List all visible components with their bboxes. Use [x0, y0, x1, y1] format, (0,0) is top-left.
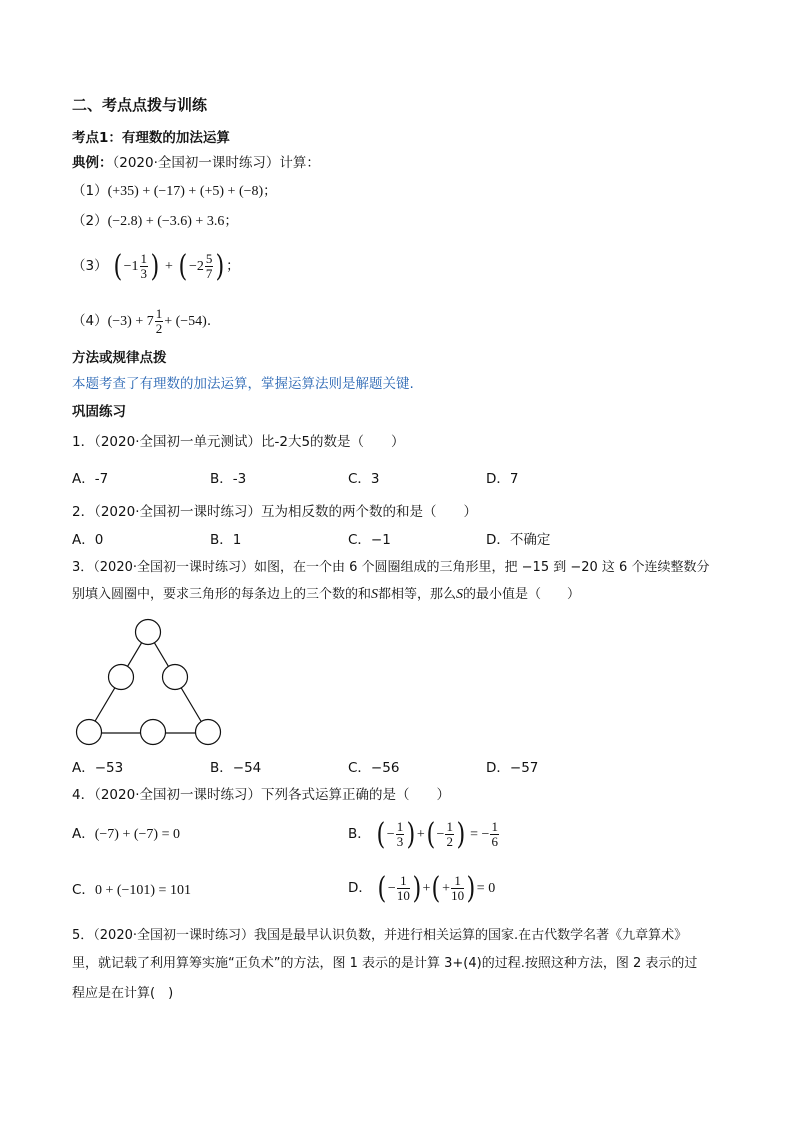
circle-mid-left	[109, 665, 134, 690]
fraction: $\frac{1}{3}$	[140, 251, 148, 281]
fraction: $\frac{1}{3}$	[396, 819, 404, 849]
question-5-line3: 程应是在计算( )	[72, 986, 174, 1001]
example-item-4	[72, 303, 211, 340]
q3-option-b: B．−54	[210, 760, 262, 776]
stem-text: 别填入圆圈中，要求三角形的每条边上的三个数的和	[72, 587, 372, 602]
circle-top	[136, 620, 161, 645]
q2-option-c: C．−1	[348, 532, 391, 548]
variable-s: S	[456, 587, 464, 602]
plus-sign: +	[165, 259, 173, 274]
stem-text: 都相等，那么	[378, 587, 457, 602]
topic-title: 考点1：有理数的加法运算	[72, 130, 230, 146]
q3-option-c: C．−56	[348, 760, 400, 776]
section-title: 二、考点点拨与训练	[72, 96, 208, 114]
method-title: 方法或规律点拨	[72, 350, 167, 366]
q4-option-a	[72, 824, 180, 845]
option-label: B．	[348, 826, 371, 842]
mixed-whole: −1	[123, 259, 139, 274]
question-3-stem-line1: 3．（2020·全国初一课时练习）如图，在一个由 6 个圆圈组成的三角形里，把 −15 到 −20 这 6 个连续整数分	[72, 560, 710, 575]
item-expression: (+35) + (−17) + (+5) + (−8)	[107, 184, 264, 199]
item-end: .	[206, 313, 212, 329]
fraction: $\frac{1}{10}$	[396, 873, 410, 903]
q1-option-c: C．3	[348, 471, 380, 487]
q2-option-a: A．0	[72, 532, 104, 548]
circle-triangle-figure	[72, 614, 232, 754]
method-text: 本题考查了有理数的加法运算，掌握运算法则是解题关键.	[72, 376, 414, 392]
example-item-1	[72, 181, 277, 202]
mixed-whole: −2	[188, 259, 204, 274]
question-5-line1: 5．（2020·全国初一课时练习）我国是最早认识负数，并进行相关运算的国家.在古代数学名著《九章算术》	[72, 928, 688, 943]
item-end: ；	[263, 183, 277, 199]
fraction: $\frac{1}{10}$	[451, 873, 465, 903]
q4-option-c	[72, 880, 191, 901]
q2-option-d: D．不确定	[486, 532, 551, 548]
q1-option-d: D．7	[486, 471, 519, 487]
example-item-3: （3） (−1 $\frac{1}{3}$ ) + (−2 $\frac{5}{7}$ )；	[72, 248, 240, 284]
question-3-stem-line2	[72, 585, 580, 605]
example-label: 典例：	[72, 155, 113, 171]
stem-text: 的最小值是（ ）	[463, 587, 581, 602]
item-expression: (−2.8) + (−3.6) + 3.6	[107, 214, 225, 229]
q3-option-d: D．−57	[486, 760, 539, 776]
example-header	[72, 153, 320, 173]
option-expression: 0 + (−101) = 101	[94, 883, 191, 898]
circle-bottom-left	[77, 720, 102, 745]
fraction: $\frac{1}{2}$	[155, 306, 163, 336]
circle-bottom-middle	[141, 720, 166, 745]
item-expression: + (−54)	[164, 314, 207, 329]
option-expression: (−7) + (−7) = 0	[94, 827, 180, 842]
q4-option-b: B． (− $\frac{1}{3}$ )+(− $\frac{1}{2}$ ) = − $\frac{1}{6}$	[348, 816, 498, 852]
option-label: D．	[348, 880, 372, 896]
example-source: （2020·全国初一课时练习）计算：	[112, 155, 320, 171]
fraction: $\frac{1}{2}$	[446, 819, 453, 849]
option-label: C．	[72, 882, 95, 898]
item-number: （1）	[72, 183, 108, 199]
option-result: = 0	[476, 881, 496, 896]
fraction: $\frac{5}{7}$	[205, 251, 213, 281]
fraction: $\frac{1}{6}$	[491, 819, 498, 849]
circle-bottom-right	[196, 720, 221, 745]
q1-option-b: B．-3	[210, 471, 247, 487]
item-number: （3）	[72, 258, 108, 274]
q4-option-d: D． (− $\frac{1}{10}$ )+(+ $\frac{1}{10}$ )= 0	[348, 870, 496, 906]
q1-option-a: A．-7	[72, 471, 109, 487]
circle-mid-right	[163, 665, 188, 690]
example-item-2	[72, 211, 238, 232]
option-label: A．	[72, 826, 95, 842]
question-4-stem: 4．（2020·全国初一课时练习）下列各式运算正确的是（ ）	[72, 787, 450, 803]
q2-option-b: B．1	[210, 532, 242, 548]
question-2-stem: 2．（2020·全国初一课时练习）互为相反数的两个数的和是（ ）	[72, 504, 477, 520]
item-expression: (−3) + 7	[107, 314, 154, 329]
practice-title: 巩固练习	[72, 404, 126, 420]
item-end: ；	[224, 213, 238, 229]
variable-s: S	[371, 587, 379, 602]
item-end: ；	[226, 258, 240, 274]
question-1-stem: 1．（2020·全国初一单元测试）比-2大5的数是（ ）	[72, 434, 405, 450]
item-number: （2）	[72, 213, 108, 229]
item-number: （4）	[72, 313, 108, 329]
question-5-line2: 里，就记载了利用算筹实施“正负术”的方法，图 1 表示的是计算 3+(4)的过程.按照这种方法，图 2 表示的过	[72, 956, 698, 971]
q3-option-a: A．−53	[72, 760, 124, 776]
